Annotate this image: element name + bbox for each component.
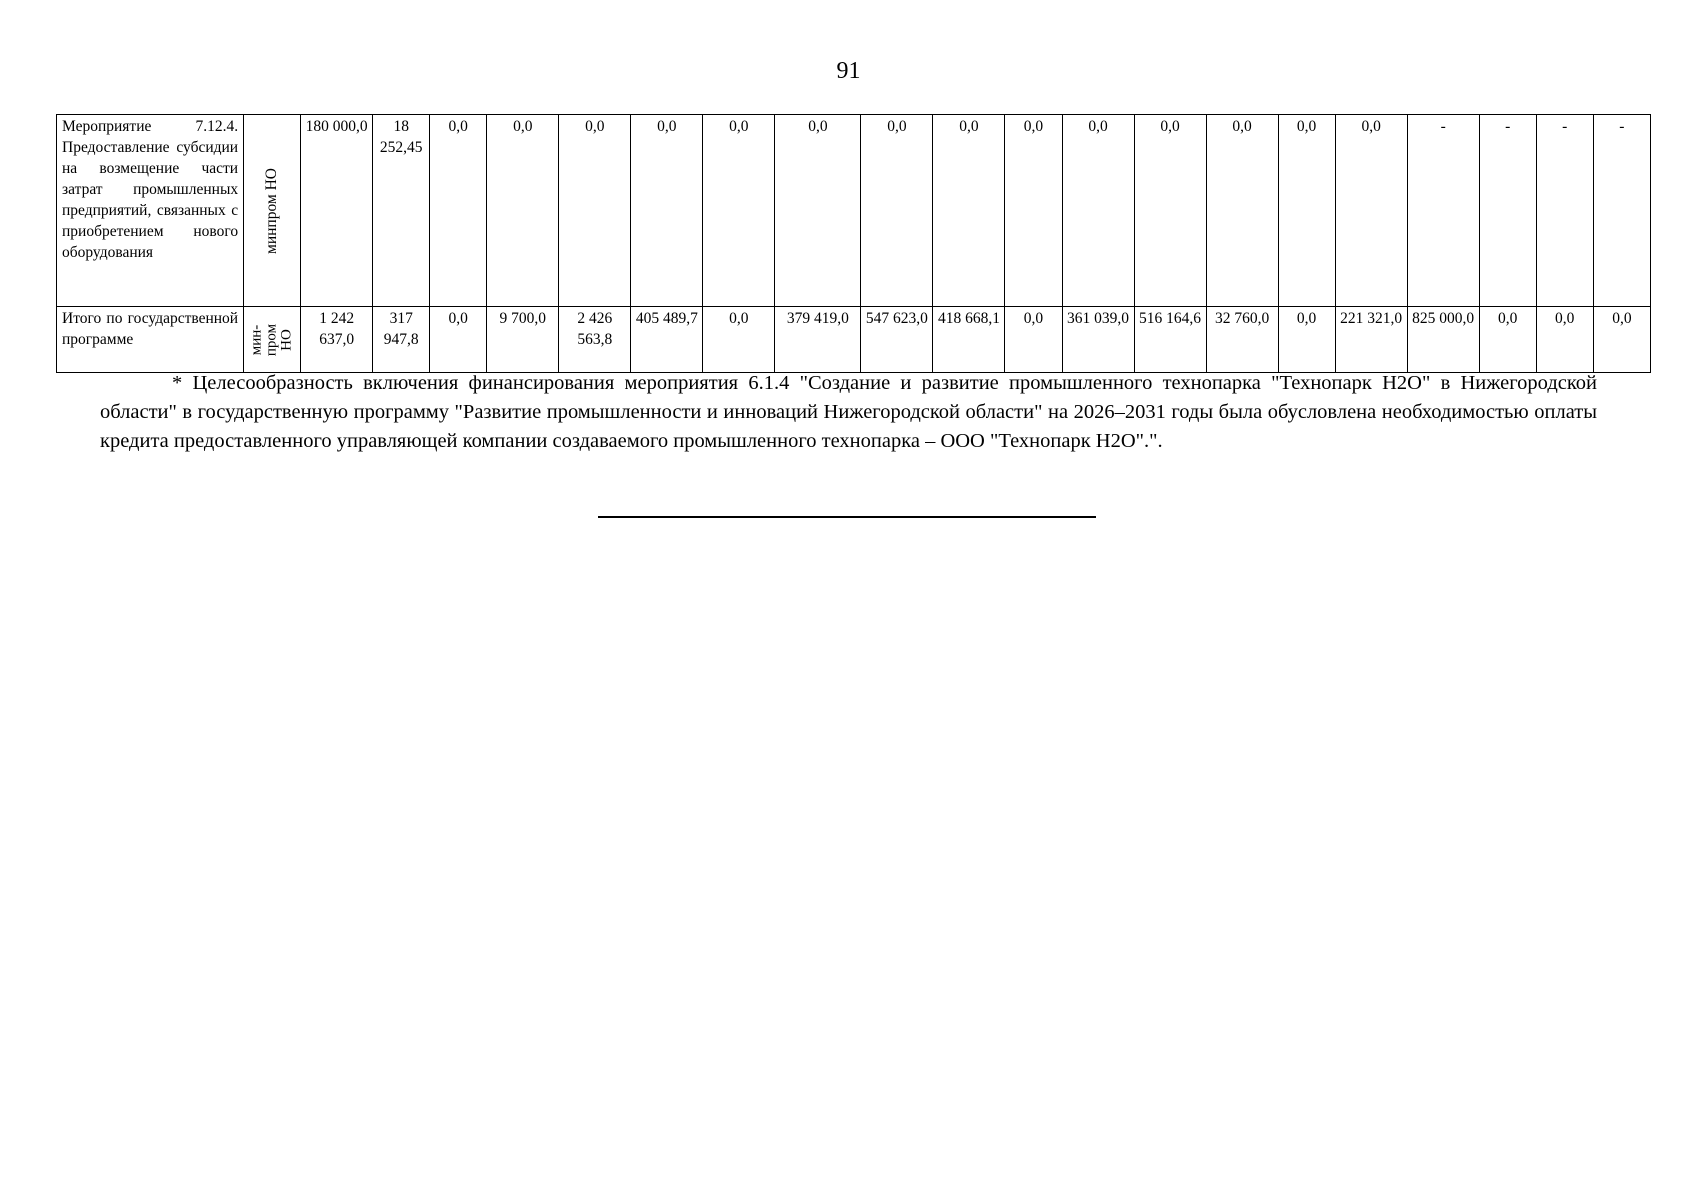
value-cell: 9 700,0: [487, 307, 559, 373]
value-cell: 0,0: [430, 115, 487, 307]
value-cell: 0,0: [1005, 307, 1062, 373]
value-cell: 0,0: [703, 307, 775, 373]
value-cell: 18 252,45: [373, 115, 430, 307]
value-cell: 0,0: [1005, 115, 1062, 307]
value-cell: 405 489,7: [631, 307, 703, 373]
footnote-text: * Целесообразность включения финансирования мероприятия 6.1.4 "Создание и развитие промышленного технопарка "Технопарк Н2О" в Нижегородской области" в государственную программу "Развитие промышленности и инноваций Нижегородской области" на 2026–2031 годы была обусловлена необходимостью оплаты кредита предоставленного управляющей компании создаваемого промышленного технопарка – ООО "Технопарк Н2О".".: [100, 372, 1597, 452]
value-cell: 0,0: [1593, 307, 1650, 373]
value-cell: -: [1407, 115, 1479, 307]
value-cell: 0,0: [703, 115, 775, 307]
value-cell: 0,0: [1278, 307, 1335, 373]
value-cell: 0,0: [487, 115, 559, 307]
value-cell: 221 321,0: [1335, 307, 1407, 373]
value-cell: 0,0: [559, 115, 631, 307]
page-number: 91: [836, 58, 861, 84]
value-cell: 0,0: [1134, 115, 1206, 307]
value-cell: -: [1479, 115, 1536, 307]
value-cell: 0,0: [933, 115, 1005, 307]
value-cell: 0,0: [1335, 115, 1407, 307]
value-cell: 180 000,0: [301, 115, 373, 307]
value-cell: -: [1536, 115, 1593, 307]
executor-cell: [244, 307, 301, 373]
value-cell: 547 623,0: [861, 307, 933, 373]
executor-cell: [244, 115, 301, 307]
value-cell: 0,0: [1206, 115, 1278, 307]
end-divider: [598, 516, 1096, 518]
table-row: [57, 115, 1651, 307]
row-name-cell: Мероприятие 7.12.4. Предоставление субсидии на возмещение части затрат промышленных предприятий, связанных с приобретением нового оборудования: [57, 115, 244, 307]
value-cell: 825 000,0: [1407, 307, 1479, 373]
value-cell: 0,0: [1062, 115, 1134, 307]
value-cell: 361 039,0: [1062, 307, 1134, 373]
value-cell: 2 426 563,8: [559, 307, 631, 373]
value-cell: 32 760,0: [1206, 307, 1278, 373]
row-name-cell: Итого по государственной программе: [57, 307, 244, 373]
value-cell: 379 419,0: [775, 307, 861, 373]
value-cell: 418 668,1: [933, 307, 1005, 373]
value-cell: 0,0: [430, 307, 487, 373]
value-cell: -: [1593, 115, 1650, 307]
value-cell: 0,0: [1278, 115, 1335, 307]
value-cell: 0,0: [1536, 307, 1593, 373]
value-cell: 317 947,8: [373, 307, 430, 373]
financing-table: [56, 114, 1651, 373]
footnote: [100, 369, 1597, 456]
value-cell: 0,0: [631, 115, 703, 307]
executor-label: минпром НО: [263, 167, 281, 254]
value-cell: 0,0: [1479, 307, 1536, 373]
executor-label: мин- пром НО: [248, 323, 295, 356]
value-cell: 0,0: [861, 115, 933, 307]
table-row: [57, 307, 1651, 373]
value-cell: 516 164,6: [1134, 307, 1206, 373]
value-cell: 1 242 637,0: [301, 307, 373, 373]
value-cell: 0,0: [775, 115, 861, 307]
